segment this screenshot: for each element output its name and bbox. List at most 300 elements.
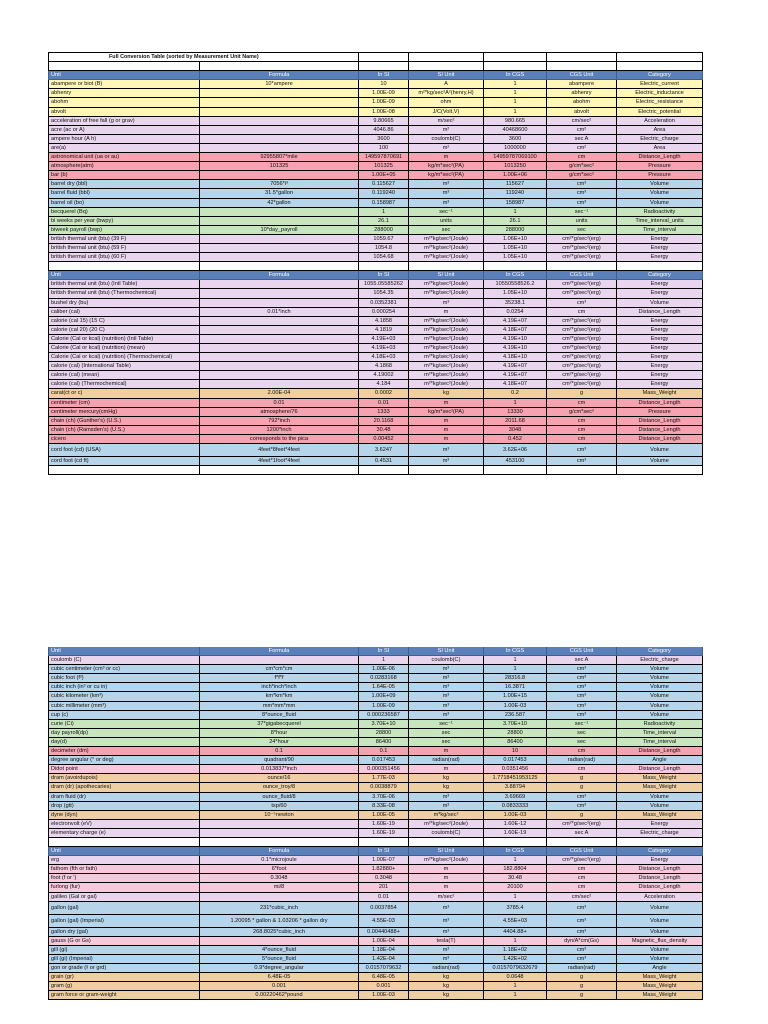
- table-cell: kg: [409, 973, 484, 982]
- blank-cell: [484, 838, 547, 847]
- table-cell: m³: [409, 180, 484, 189]
- table-cell: dram (avoirdupois): [48, 774, 200, 783]
- table-cell: atmosphere(atm): [48, 162, 200, 171]
- title-blank-cell: [359, 53, 409, 62]
- table-cell: 1.05E+10: [484, 253, 547, 262]
- table-cell: 1: [484, 656, 547, 665]
- column-header: SI Unit: [409, 847, 484, 856]
- table-cell: 268.8025*cubic_inch: [200, 928, 359, 937]
- table-cell: [200, 244, 359, 253]
- table-cell: 4*ounce_fluid: [200, 946, 359, 955]
- column-header: CGS Unit: [547, 271, 617, 280]
- table-cell: cm³: [547, 946, 617, 955]
- table-cell: 28800: [484, 729, 547, 738]
- table-cell: 28316.8: [484, 674, 547, 683]
- table-cell: coulomb(C): [409, 656, 484, 665]
- table-cell: cm²*g/sec²(erg): [547, 280, 617, 289]
- table-cell: 0.3048: [200, 874, 359, 883]
- table-row: [48, 308, 703, 317]
- table-row: [48, 153, 703, 162]
- table-cell: 3.88794: [484, 783, 547, 792]
- table-cell: cm³: [547, 702, 617, 711]
- table-cell: cm: [547, 874, 617, 883]
- table-cell: Energy: [617, 317, 703, 326]
- table-cell: km*km*km: [200, 692, 359, 701]
- table-cell: 1.00E-03: [484, 811, 547, 820]
- table-row: [48, 955, 703, 964]
- title-blank-cell: [617, 53, 703, 62]
- table-cell: coulomb(C): [409, 829, 484, 838]
- column-header: In CGS: [484, 71, 547, 80]
- table-cell: cord foot (cd ft): [48, 457, 200, 466]
- table-cell: 1.00E-09: [359, 98, 409, 107]
- table-cell: abampere or biot (B): [48, 80, 200, 89]
- table-cell: m²*kg/sec²(Joule): [409, 353, 484, 362]
- column-header: Category: [617, 647, 703, 656]
- blank-cell: [484, 262, 547, 271]
- blank-cell: [547, 62, 617, 71]
- blank-cell: [48, 466, 200, 475]
- column-header: SI Unit: [409, 271, 484, 280]
- table-cell: m: [409, 435, 484, 444]
- table-row: [48, 444, 703, 457]
- table-cell: gill (gi) (Imperial): [48, 955, 200, 964]
- table-cell: 236.587: [484, 711, 547, 720]
- table-cell: 4.1868: [359, 362, 409, 371]
- table-cell: [200, 253, 359, 262]
- table-cell: gram force or gram-weight: [48, 991, 200, 1000]
- table-cell: ounce_fluid/8: [200, 793, 359, 802]
- table-cell: Area: [617, 144, 703, 153]
- table-cell: [200, 235, 359, 244]
- table-cell: bar (b): [48, 171, 200, 180]
- table-cell: 42*gallon: [200, 199, 359, 208]
- table-cell: Energy: [617, 820, 703, 829]
- table-cell: 1.42E-04: [359, 955, 409, 964]
- table-cell: Energy: [617, 326, 703, 335]
- table-cell: 1000000: [484, 144, 547, 153]
- table-cell: centimeter mercury(cmHg): [48, 408, 200, 417]
- table-cell: cm/sec²: [547, 117, 617, 126]
- table-cell: Volume: [617, 793, 703, 802]
- table-cell: 4.19002: [359, 371, 409, 380]
- table-cell: 0.119240: [359, 189, 409, 198]
- table-cell: Volume: [617, 702, 703, 711]
- table-cell: sec: [409, 729, 484, 738]
- table-cell: cm²: [547, 126, 617, 135]
- table-cell: 4feet*8feet*4feet: [200, 444, 359, 457]
- table-cell: gallon dry (gal): [48, 928, 200, 937]
- table-cell: 1.05E+10: [484, 244, 547, 253]
- table-cell: 1.7718451953125: [484, 774, 547, 783]
- table-cell: Distance_Length: [617, 417, 703, 426]
- table-cell: 1.00E+15: [484, 692, 547, 701]
- column-header: Formula: [200, 647, 359, 656]
- table-cell: 119240: [484, 189, 547, 198]
- table-cell: 1.60E-19: [359, 829, 409, 838]
- table-cell: cm²*g/sec²(erg): [547, 344, 617, 353]
- table-cell: 1.82880+: [359, 865, 409, 874]
- table-cell: 1055.05585262: [359, 280, 409, 289]
- table-row: [48, 946, 703, 955]
- table-cell: 4.19E+07: [484, 317, 547, 326]
- table-cell: fathom (fth or fath): [48, 865, 200, 874]
- table-cell: 30.48: [359, 426, 409, 435]
- table-cell: 0.0157079632679: [484, 964, 547, 973]
- table-cell: 1.18E+02: [484, 946, 547, 955]
- table-cell: becquerel (Bq): [48, 208, 200, 217]
- table-cell: 4feet*1foot*4feet: [200, 457, 359, 466]
- table-cell: g/cm*sec²: [547, 171, 617, 180]
- table-cell: [200, 820, 359, 829]
- table-cell: cubic foot (f³): [48, 674, 200, 683]
- table-cell: m: [409, 874, 484, 883]
- blank-cell: [547, 838, 617, 847]
- table-row: [48, 408, 703, 417]
- table-cell: 1: [359, 656, 409, 665]
- table-cell: cm²*g/sec²(erg): [547, 235, 617, 244]
- table-cell: 0.1: [359, 747, 409, 756]
- table-cell: 0.1: [200, 747, 359, 756]
- table-row: [48, 144, 703, 153]
- table-cell: [200, 326, 359, 335]
- table-cell: m³: [409, 444, 484, 457]
- table-cell: Volume: [617, 915, 703, 928]
- table-cell: 1054.68: [359, 253, 409, 262]
- table-cell: cm³: [547, 199, 617, 208]
- table-row: [48, 126, 703, 135]
- table-cell: cm: [547, 435, 617, 444]
- table-cell: cm*cm*cm: [200, 665, 359, 674]
- column-header: SI Unit: [409, 71, 484, 80]
- table-row: [48, 299, 703, 308]
- table-cell: 4.19E+07: [484, 371, 547, 380]
- table-cell: m³: [409, 683, 484, 692]
- table-cell: 1200*inch: [200, 426, 359, 435]
- table-cell: cm/sec²: [547, 893, 617, 902]
- table-cell: m³: [409, 793, 484, 802]
- table-cell: 0.0648: [484, 973, 547, 982]
- table-row: [48, 902, 703, 915]
- table-cell: barrel fluid (bbl): [48, 189, 200, 198]
- table-cell: 0.01*inch: [200, 308, 359, 317]
- table-row: [48, 702, 703, 711]
- table-row: [48, 793, 703, 802]
- column-header: In CGS: [484, 847, 547, 856]
- table-cell: Volume: [617, 955, 703, 964]
- table-cell: 4.19E+03: [359, 344, 409, 353]
- table-cell: m²*kg/sec²(Joule): [409, 235, 484, 244]
- column-header: Formula: [200, 71, 359, 80]
- table-cell: abvolt: [48, 108, 200, 117]
- table-row: [48, 683, 703, 692]
- table-cell: cm²*g/sec²(erg): [547, 244, 617, 253]
- table-cell: corresponds to the pica: [200, 435, 359, 444]
- table-cell: Energy: [617, 280, 703, 289]
- table-cell: 28800: [359, 729, 409, 738]
- table-cell: dyn/A*cm(Gs): [547, 937, 617, 946]
- table-row: [48, 820, 703, 829]
- table-row: [48, 656, 703, 665]
- table-cell: Mass_Weight: [617, 774, 703, 783]
- table-cell: Electric_charge: [617, 135, 703, 144]
- table-cell: 3785.4: [484, 902, 547, 915]
- table-cell: 100: [359, 144, 409, 153]
- table-cell: cm²*g/sec²(erg): [547, 856, 617, 865]
- table-row: [48, 399, 703, 408]
- table-cell: 0.0351456: [484, 765, 547, 774]
- table-cell: degree angular (° or deg): [48, 756, 200, 765]
- table-cell: 1: [484, 108, 547, 117]
- table-cell: 14959787069100: [484, 153, 547, 162]
- column-header: Category: [617, 71, 703, 80]
- blank-cell: [48, 62, 200, 71]
- column-header-row: [48, 271, 703, 280]
- table-cell: Calorie (Cal or kcal) (nutrition) (Intl Table): [48, 335, 200, 344]
- table-cell: kg/m*sec²(PA): [409, 171, 484, 180]
- table-cell: m: [409, 865, 484, 874]
- table-cell: cm: [547, 426, 617, 435]
- table-cell: 0.017453: [484, 756, 547, 765]
- table-cell: cm³: [547, 955, 617, 964]
- table-cell: 0.158987: [359, 199, 409, 208]
- table-cell: 20.1168: [359, 417, 409, 426]
- table-cell: Time_interval: [617, 729, 703, 738]
- table-cell: Acceleration: [617, 893, 703, 902]
- table-cell: Didot point: [48, 765, 200, 774]
- table-row: [48, 189, 703, 198]
- table-cell: sec⁻¹: [409, 208, 484, 217]
- table-cell: electronvolt (eV): [48, 820, 200, 829]
- table-cell: Pressure: [617, 162, 703, 171]
- table-row: [48, 217, 703, 226]
- table-row: [48, 244, 703, 253]
- blank-cell: [200, 838, 359, 847]
- table-cell: m²*kg/sec²(Joule): [409, 253, 484, 262]
- table-row: [48, 765, 703, 774]
- table-cell: british thermal unit (btu) (39 F): [48, 235, 200, 244]
- table-cell: sec: [547, 226, 617, 235]
- blank-cell: [359, 466, 409, 475]
- table-cell: m: [409, 883, 484, 892]
- table-row: [48, 98, 703, 107]
- table-cell: 4.18E+10: [484, 353, 547, 362]
- blank-cell: [48, 838, 200, 847]
- table-cell: cm²*g/sec²(erg): [547, 335, 617, 344]
- table-cell: 4.19E+10: [484, 344, 547, 353]
- table-cell: bushel dry (bu): [48, 299, 200, 308]
- table-cell: day payroll(dp): [48, 729, 200, 738]
- table-cell: 0.4531: [359, 457, 409, 466]
- table-cell: m³: [409, 802, 484, 811]
- table-cell: m³: [409, 692, 484, 701]
- blank-row: [48, 62, 703, 71]
- table-cell: 792*inch: [200, 417, 359, 426]
- table-cell: 115627: [484, 180, 547, 189]
- table-cell: abhenry: [547, 89, 617, 98]
- table-row: [48, 883, 703, 892]
- column-header-row: [48, 71, 703, 80]
- table-cell: 201: [359, 883, 409, 892]
- table-cell: Energy: [617, 235, 703, 244]
- table-cell: m: [409, 308, 484, 317]
- table-cell: 1.00E-04: [359, 937, 409, 946]
- table-row: [48, 326, 703, 335]
- table-cell: 1054.8: [359, 244, 409, 253]
- table-cell: 92955807*mile: [200, 153, 359, 162]
- table-cell: 8*hour: [200, 729, 359, 738]
- table-cell: cm³: [547, 692, 617, 701]
- table-cell: [200, 344, 359, 353]
- table-row: [48, 756, 703, 765]
- table-cell: Volume: [617, 457, 703, 466]
- table-cell: ohm: [409, 98, 484, 107]
- column-header: Category: [617, 271, 703, 280]
- table-cell: 0.00452: [359, 435, 409, 444]
- table-cell: m: [409, 399, 484, 408]
- table-cell: Distance_Length: [617, 865, 703, 874]
- table-cell: atmosphere/76: [200, 408, 359, 417]
- table-cell: g: [547, 389, 617, 398]
- table-cell: Distance_Length: [617, 747, 703, 756]
- table-cell: 0.00440488+: [359, 928, 409, 937]
- table-cell: 1: [484, 80, 547, 89]
- table-cell: 10550558526.2: [484, 280, 547, 289]
- column-header: SI Unit: [409, 647, 484, 656]
- table-cell: 1: [484, 399, 547, 408]
- table-cell: Volume: [617, 674, 703, 683]
- blank-cell: [409, 62, 484, 71]
- table-cell: 1.00E-07: [359, 856, 409, 865]
- blank-cell: [409, 838, 484, 847]
- column-header: Formula: [200, 847, 359, 856]
- table-cell: gill (gi): [48, 946, 200, 955]
- table-cell: m²*kg/sec²A²(henry,H): [409, 89, 484, 98]
- table-cell: Electric_inductance: [617, 89, 703, 98]
- table-cell: 3048: [484, 426, 547, 435]
- table-cell: [200, 117, 359, 126]
- table-cell: 0.01: [200, 399, 359, 408]
- table-cell: cubic kilometer (km³): [48, 692, 200, 701]
- table-cell: Radioactivity: [617, 208, 703, 217]
- table-cell: 1059.67: [359, 235, 409, 244]
- table-cell: 10: [359, 80, 409, 89]
- table-cell: cm³: [547, 711, 617, 720]
- table-cell: m: [409, 417, 484, 426]
- table-cell: 1.60E-19: [359, 820, 409, 829]
- table-cell: cm: [547, 747, 617, 756]
- table-cell: cm²*g/sec²(erg): [547, 353, 617, 362]
- table-cell: radian(rad): [409, 756, 484, 765]
- table-cell: Volume: [617, 692, 703, 701]
- table-cell: 0.0002: [359, 389, 409, 398]
- table-cell: kg/m*sec²(PA): [409, 162, 484, 171]
- table-cell: day(d): [48, 738, 200, 747]
- table-cell: mi/8: [200, 883, 359, 892]
- table-cell: furlong (fur): [48, 883, 200, 892]
- table-cell: [200, 98, 359, 107]
- blank-cell: [547, 262, 617, 271]
- table-cell: 0.013837*inch: [200, 765, 359, 774]
- table-cell: Area: [617, 126, 703, 135]
- table-row: [48, 344, 703, 353]
- table-row: [48, 937, 703, 946]
- table-cell: cm³: [547, 444, 617, 457]
- table-cell: calorie (cal) (mean): [48, 371, 200, 380]
- table-cell: 4.184: [359, 380, 409, 389]
- table-cell: Electric_potential: [617, 108, 703, 117]
- table-cell: [200, 317, 359, 326]
- blank-cell: [484, 62, 547, 71]
- table-row: [48, 253, 703, 262]
- table-cell: 1013250: [484, 162, 547, 171]
- table-cell: Mass_Weight: [617, 991, 703, 1000]
- table-cell: 0.0157079632: [359, 964, 409, 973]
- table-cell: 30.48: [484, 874, 547, 883]
- table-cell: 1.60E-19: [484, 829, 547, 838]
- blank-cell: [617, 262, 703, 271]
- table-cell: kg: [409, 991, 484, 1000]
- table-cell: kg: [409, 783, 484, 792]
- table-cell: calorie (cal 20) (20 C): [48, 326, 200, 335]
- table-title-row: [48, 52, 703, 62]
- table-cell: elementary charge (e): [48, 829, 200, 838]
- table-cell: ounce_troy/8: [200, 783, 359, 792]
- table-cell: 1.42E+02: [484, 955, 547, 964]
- table-row: [48, 371, 703, 380]
- table-cell: [200, 108, 359, 117]
- table-cell: cm³: [547, 299, 617, 308]
- table-cell: cm³: [547, 793, 617, 802]
- column-header: Unit: [48, 271, 200, 280]
- table-cell: cup (c): [48, 711, 200, 720]
- table-cell: cubic inch (in³ or cu in): [48, 683, 200, 692]
- table-cell: m³: [409, 955, 484, 964]
- column-header-row: [48, 647, 703, 656]
- table-cell: cm: [547, 153, 617, 162]
- table-row: [48, 783, 703, 792]
- table-cell: cm: [547, 308, 617, 317]
- table-cell: g: [547, 811, 617, 820]
- table-cell: Volume: [617, 902, 703, 915]
- table-cell: Volume: [617, 711, 703, 720]
- table-cell: ampere hour (A h): [48, 135, 200, 144]
- conversion-table-bottom: [48, 647, 703, 1000]
- table-row: [48, 665, 703, 674]
- table-cell: 0.0352381: [359, 299, 409, 308]
- table-cell: m³: [409, 674, 484, 683]
- table-cell: 8*ounce_fluid: [200, 711, 359, 720]
- table-cell: 0.00220462*pound: [200, 991, 359, 1000]
- table-cell: 1: [484, 208, 547, 217]
- table-cell: 1.00E-06: [359, 665, 409, 674]
- table-cell: Radioactivity: [617, 720, 703, 729]
- table-cell: Volume: [617, 189, 703, 198]
- table-cell: 0.115627: [359, 180, 409, 189]
- table-cell: 0.0833333: [484, 802, 547, 811]
- table-cell: Energy: [617, 335, 703, 344]
- table-cell: [200, 299, 359, 308]
- table-cell: 0.000351456: [359, 765, 409, 774]
- table-cell: m²*kg/sec²(Joule): [409, 335, 484, 344]
- table-cell: 1.00E+05: [359, 171, 409, 180]
- table-cell: radian(rad): [547, 756, 617, 765]
- table-cell: g: [547, 991, 617, 1000]
- table-row: [48, 362, 703, 371]
- table-cell: gallon (gal) (Imperial): [48, 915, 200, 928]
- table-cell: cm³: [547, 665, 617, 674]
- table-cell: 0.017453: [359, 756, 409, 765]
